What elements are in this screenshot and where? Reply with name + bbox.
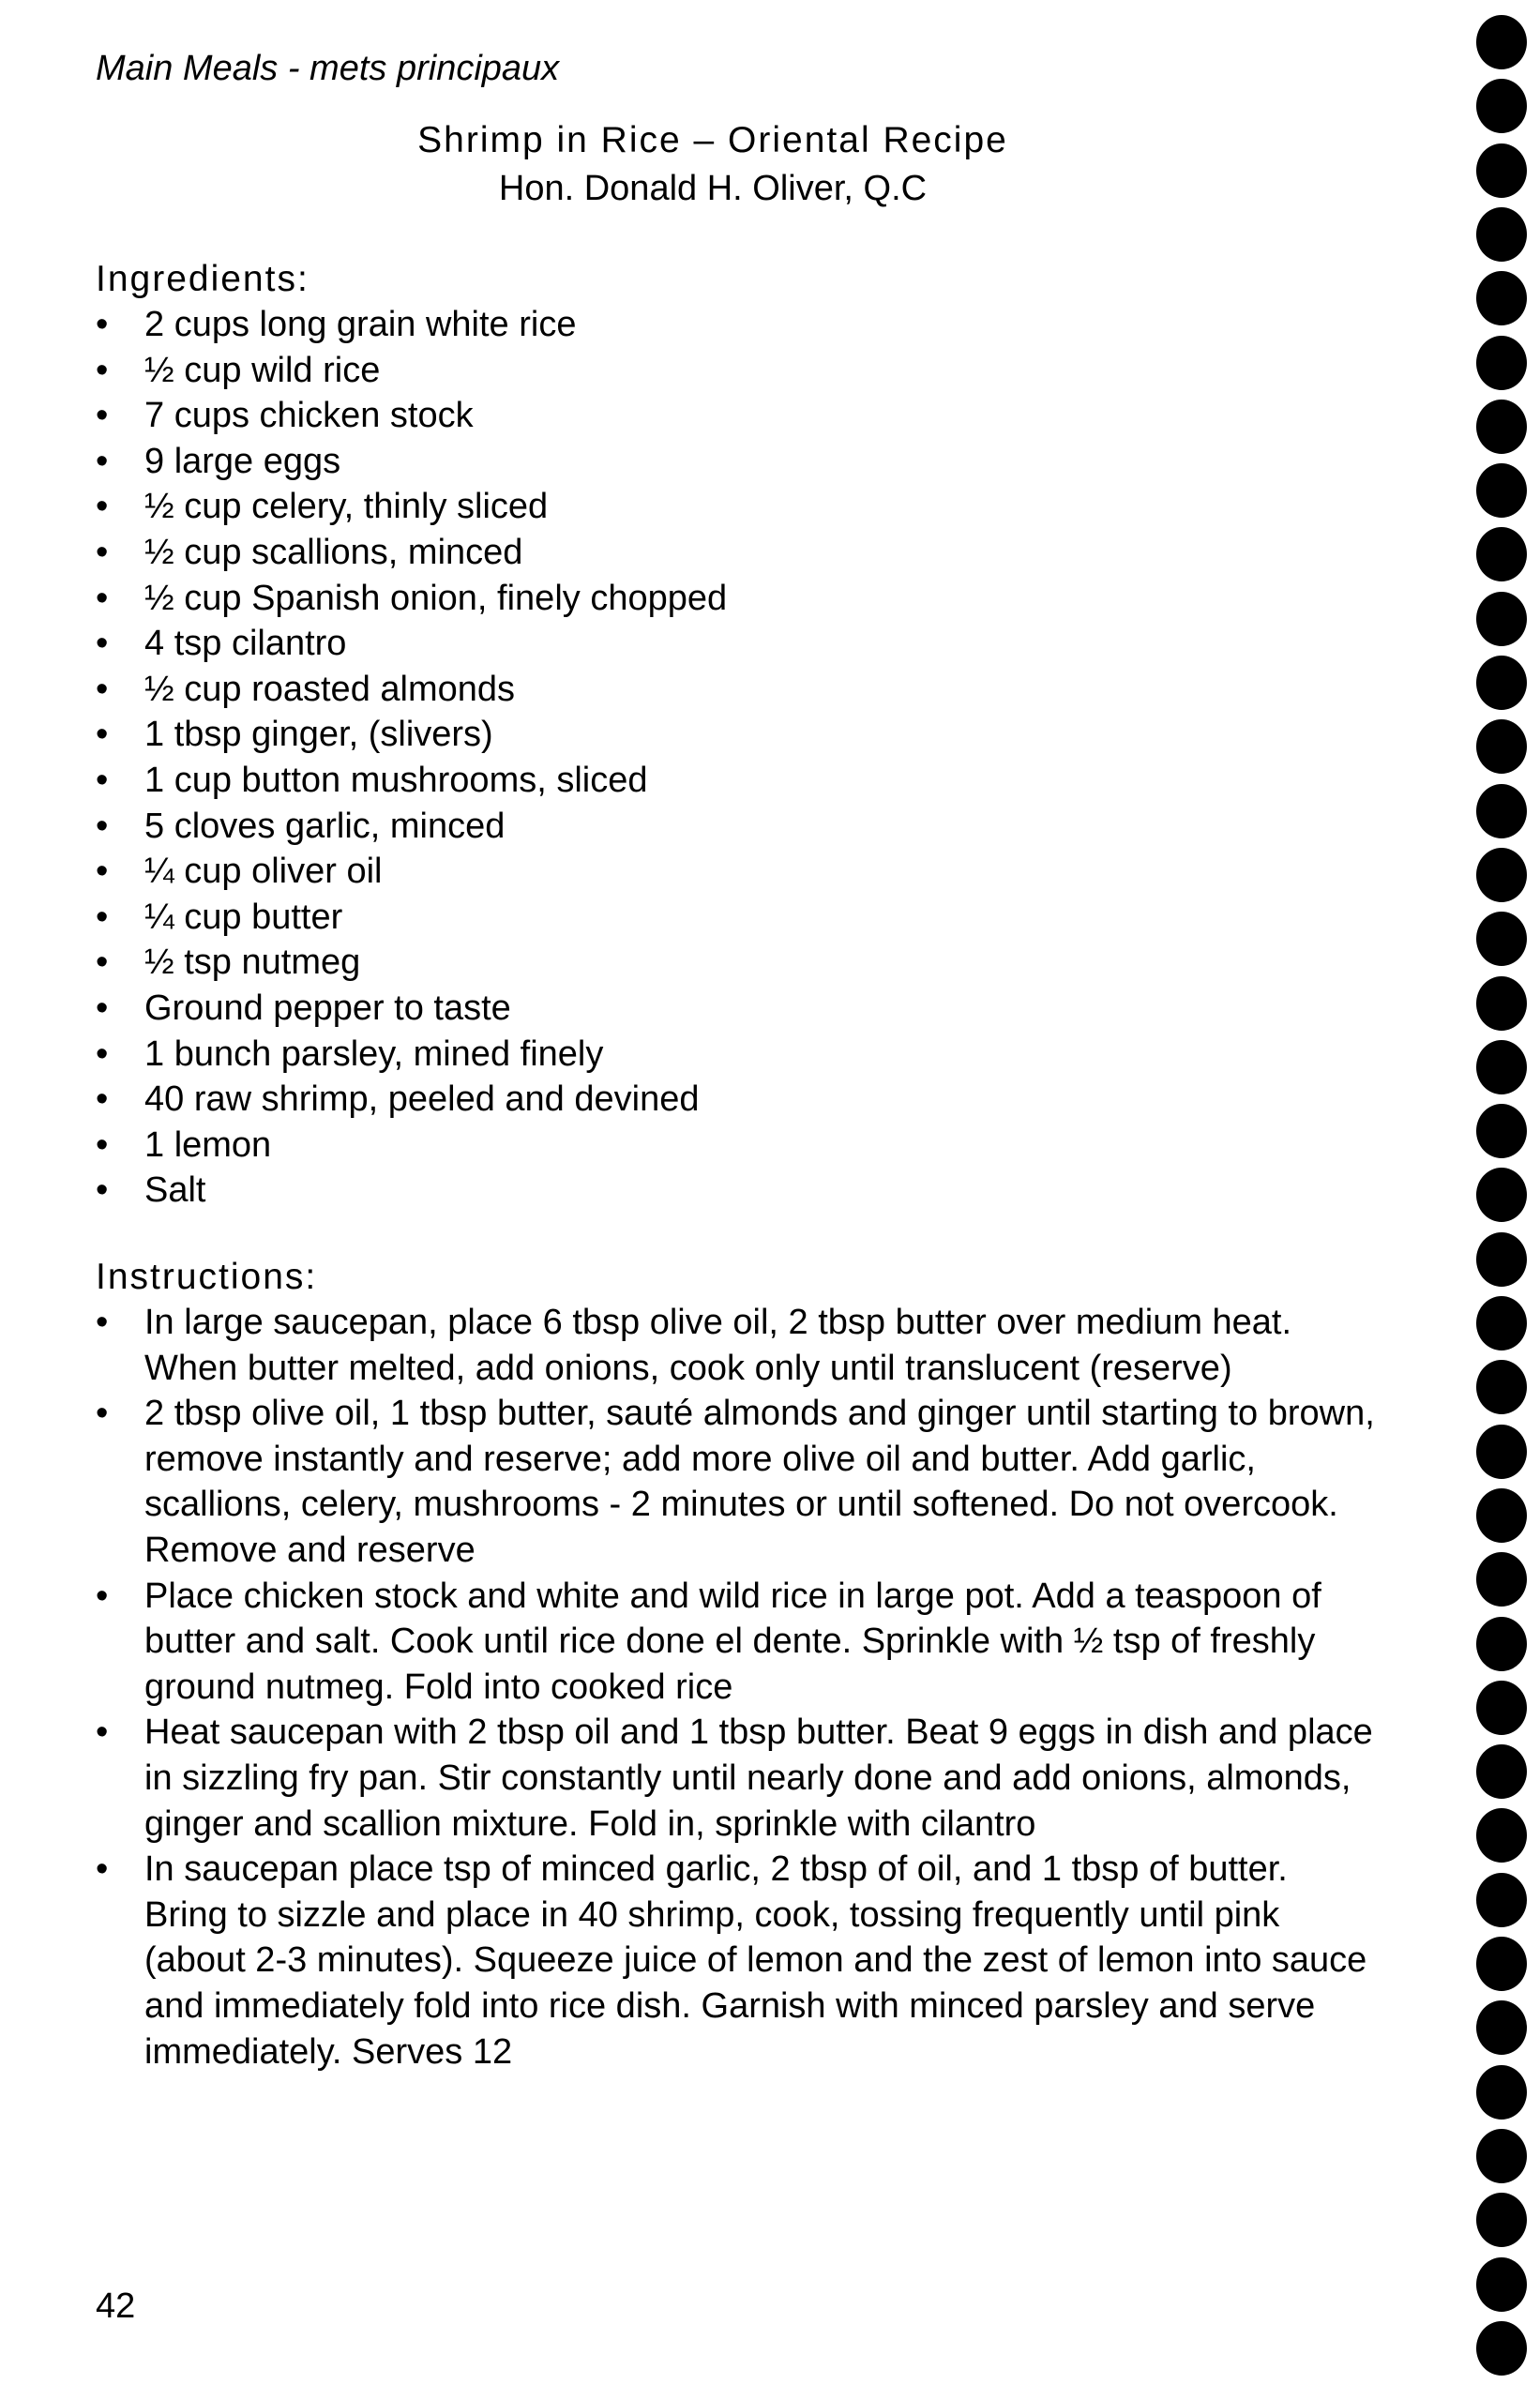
ingredient-item: • 40 raw shrimp, peeled and devined <box>96 1077 727 1123</box>
binding-hole-icon <box>1476 271 1527 325</box>
binding-hole-icon <box>1476 1681 1527 1735</box>
instruction-step: • Heat saucepan with 2 tbsp oil and 1 tbsp butter. Beat 9 eggs in dish and place in sizzling fry pan. Stir constantly until nearly done and add onions, almonds, ginger and scallion mixture. Fold in, sprinkle with cilantro <box>96 1710 1381 1847</box>
binding-hole-icon <box>1476 1168 1527 1222</box>
binding-hole-icon <box>1476 2321 1527 2376</box>
binding-hole-icon <box>1476 207 1527 262</box>
binding-hole-icon <box>1476 1360 1527 1414</box>
binding-hole-icon <box>1476 79 1527 133</box>
binding-hole-icon <box>1476 656 1527 710</box>
binding-hole-icon <box>1476 15 1527 69</box>
binding-hole-icon <box>1476 336 1527 390</box>
binding-hole-icon <box>1476 719 1527 774</box>
ingredient-item: • ¼ cup oliver oil <box>96 849 727 895</box>
instruction-step: • In saucepan place tsp of minced garlic, 2 tbsp of oil, and 1 tbsp of butter. Bring to sizzle and place in 40 shrimp, cook, tossing frequently until pink (about 2-3 minutes). Squeeze juice of lemon and the zest of lemon into sauce and immediately fold into rice dish. Garnish with minced parsley and serve immediately. Serves 12 <box>96 1847 1381 2075</box>
ingredient-item: • ½ cup wild rice <box>96 348 727 394</box>
instruction-step: • Place chicken stock and white and wild rice in large pot. Add a teaspoon of butter and salt. Cook until rice done el dente. Sprinkle with ½ tsp of freshly ground nutmeg. Fold into cooked rice <box>96 1574 1381 1711</box>
binding-hole-icon <box>1476 1425 1527 1479</box>
ingredient-item: • 5 cloves garlic, minced <box>96 804 727 850</box>
ingredient-item: • 1 cup button mushrooms, sliced <box>96 758 727 804</box>
ingredient-item: • 1 tbsp ginger, (slivers) <box>96 712 727 758</box>
binding-hole-icon <box>1476 1488 1527 1543</box>
ingredient-item: • Ground pepper to taste <box>96 986 727 1032</box>
instructions-heading: Instructions: <box>96 1257 318 1297</box>
ingredient-item: • ½ cup celery, thinly sliced <box>96 484 727 530</box>
ingredient-item: • 1 bunch parsley, mined finely <box>96 1032 727 1078</box>
ingredient-item: • 9 large eggs <box>96 439 727 485</box>
binding-hole-icon <box>1476 2257 1527 2312</box>
ingredient-item: • 4 tsp cilantro <box>96 621 727 667</box>
binding-hole-icon <box>1476 848 1527 902</box>
binding-hole-icon <box>1476 1232 1527 1287</box>
spiral-binding-holes <box>1476 15 1529 2397</box>
instruction-step: • In large saucepan, place 6 tbsp olive oil, 2 tbsp butter over medium heat. When butter melted, add onions, cook only until translucent (reserve) <box>96 1300 1381 1391</box>
ingredient-item: • ½ tsp nutmeg <box>96 940 727 986</box>
binding-hole-icon <box>1476 2065 1527 2120</box>
binding-hole-icon <box>1476 912 1527 966</box>
ingredient-item: • ½ cup Spanish onion, finely chopped <box>96 576 727 622</box>
ingredient-item: • ¼ cup butter <box>96 895 727 941</box>
ingredient-item: • Salt <box>96 1168 727 1214</box>
binding-hole-icon <box>1476 2129 1527 2183</box>
section-header: Main Meals - mets principaux <box>96 49 560 88</box>
binding-hole-icon <box>1476 592 1527 646</box>
binding-hole-icon <box>1476 1808 1527 1863</box>
recipe-title: Shrimp in Rice – Oriental Recipe <box>417 120 1008 160</box>
ingredient-item: • 7 cups chicken stock <box>96 393 727 439</box>
ingredient-item: • ½ cup scallions, minced <box>96 530 727 576</box>
page-number: 42 <box>96 2286 136 2326</box>
instruction-step: • 2 tbsp olive oil, 1 tbsp butter, sauté almonds and ginger until starting to brown, remove instantly and reserve; add more olive oil and butter. Add garlic, scallions, celery, mushrooms - 2 minutes or until softened. Do not overcook. Remove and reserve <box>96 1391 1381 1573</box>
binding-hole-icon <box>1476 1873 1527 1927</box>
binding-hole-icon <box>1476 1296 1527 1350</box>
ingredients-heading: Ingredients: <box>96 259 310 299</box>
recipe-author: Hon. Donald H. Oliver, Q.C <box>498 169 928 208</box>
binding-hole-icon <box>1476 1617 1527 1671</box>
binding-hole-icon <box>1476 1040 1527 1094</box>
binding-hole-icon <box>1476 400 1527 454</box>
ingredient-item: • 1 lemon <box>96 1123 727 1169</box>
binding-hole-icon <box>1476 2000 1527 2055</box>
binding-hole-icon <box>1476 1937 1527 1991</box>
binding-hole-icon <box>1476 784 1527 838</box>
binding-hole-icon <box>1476 2193 1527 2247</box>
binding-hole-icon <box>1476 143 1527 198</box>
binding-hole-icon <box>1476 1104 1527 1158</box>
recipe-title-block <box>178 116 1247 212</box>
ingredients-list <box>96 302 727 1214</box>
binding-hole-icon <box>1476 463 1527 518</box>
ingredient-item: • ½ cup roasted almonds <box>96 667 727 713</box>
binding-hole-icon <box>1476 527 1527 581</box>
binding-hole-icon <box>1476 1744 1527 1799</box>
binding-hole-icon <box>1476 1552 1527 1607</box>
binding-hole-icon <box>1476 976 1527 1031</box>
ingredient-item: • 2 cups long grain white rice <box>96 302 727 348</box>
instructions-list <box>96 1300 1381 2075</box>
